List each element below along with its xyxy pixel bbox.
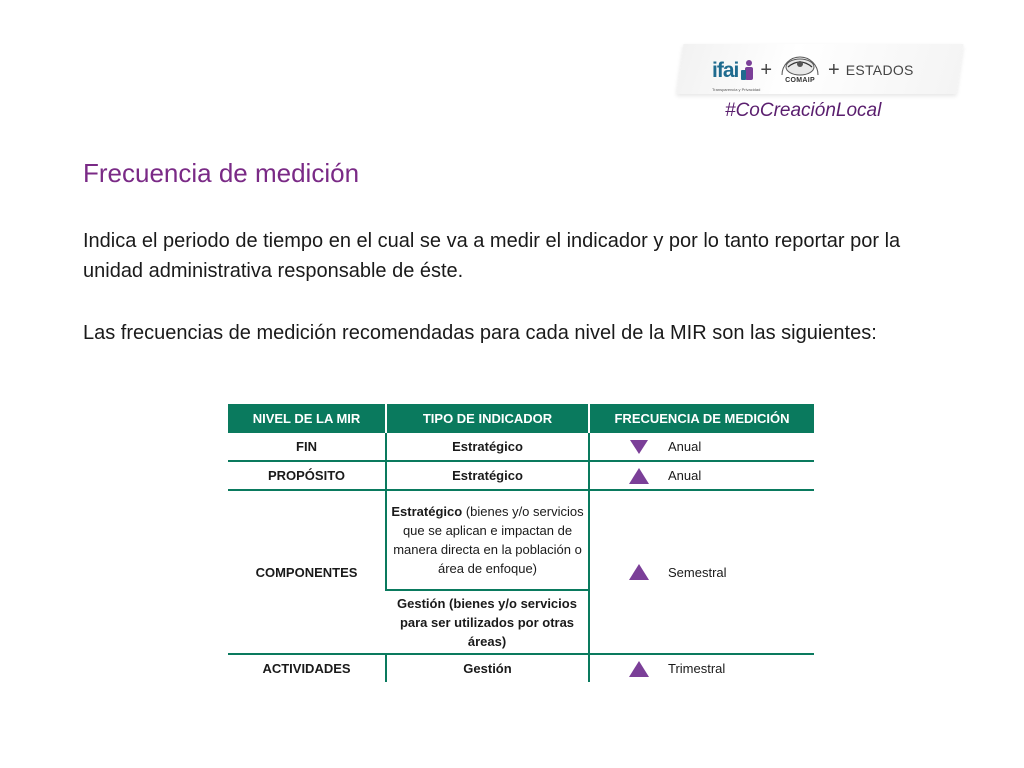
plus-sign-2: + (828, 59, 840, 81)
cell-frecuencia: Anual (589, 461, 814, 490)
triangle-up-icon (624, 563, 654, 581)
cell-nivel: ACTIVIDADES (262, 661, 351, 676)
cell-nivel: COMPONENTES (228, 490, 386, 654)
header-nivel: NIVEL DE LA MIR (228, 404, 386, 433)
slide-title: Frecuencia de medición (83, 158, 360, 188)
mir-frequency-table (228, 404, 814, 682)
triangle-down-icon (624, 439, 654, 455)
cell-tipo: Gestión (386, 654, 589, 682)
paragraph-definition: Indica el periodo de tiempo en el cual se va a medir el indicador y por lo tanto reportar por la unidad administrativa responsable de éste. (83, 230, 901, 282)
table-row (228, 433, 814, 461)
cell-tipo: Estratégico (386, 433, 589, 461)
header-tipo: TIPO DE INDICADOR (386, 404, 589, 433)
comaip-logo (778, 51, 822, 89)
header-logos (712, 50, 952, 90)
estados-label: ESTADOS (845, 62, 914, 78)
cell-nivel: PROPÓSITO (228, 461, 386, 490)
cell-frecuencia: Semestral (589, 490, 814, 654)
cell-tipo: Estratégico (bienes y/o servicios que se aplican e impactan de manera directa en la población o área de enfoque) (386, 490, 589, 590)
table-row (228, 490, 814, 590)
cell-frecuencia: Trimestral (589, 654, 814, 682)
people-icon (740, 59, 754, 81)
ifai-logo (712, 59, 761, 92)
plus-sign-1: + (760, 59, 773, 81)
ifai-logo-text: ifai (712, 59, 739, 82)
hashtag: #CoCreaciónLocal (725, 100, 882, 121)
cell-tipo: Gestión (bienes y/o servicios para ser utilizados por otras áreas) (386, 590, 589, 654)
comaip-logo-text: COMAIP (785, 77, 815, 84)
table-row (228, 654, 814, 682)
header-frecuencia: FRECUENCIA DE MEDICIÓN (589, 404, 814, 433)
cell-frecuencia: Anual (589, 433, 814, 461)
cell-tipo: Estratégico (386, 461, 589, 490)
triangle-up-icon (624, 660, 654, 678)
paragraph-intro: Las frecuencias de medición recomendadas para cada nivel de la MIR son las siguientes: (83, 322, 877, 344)
ifai-logo-subtitle: Transparencia y Privacidad (712, 87, 761, 92)
comaip-seal-icon (778, 51, 822, 77)
triangle-up-icon (624, 467, 654, 485)
table-header-row (228, 404, 814, 433)
cell-nivel: FIN (228, 433, 386, 461)
table-row (228, 461, 814, 490)
